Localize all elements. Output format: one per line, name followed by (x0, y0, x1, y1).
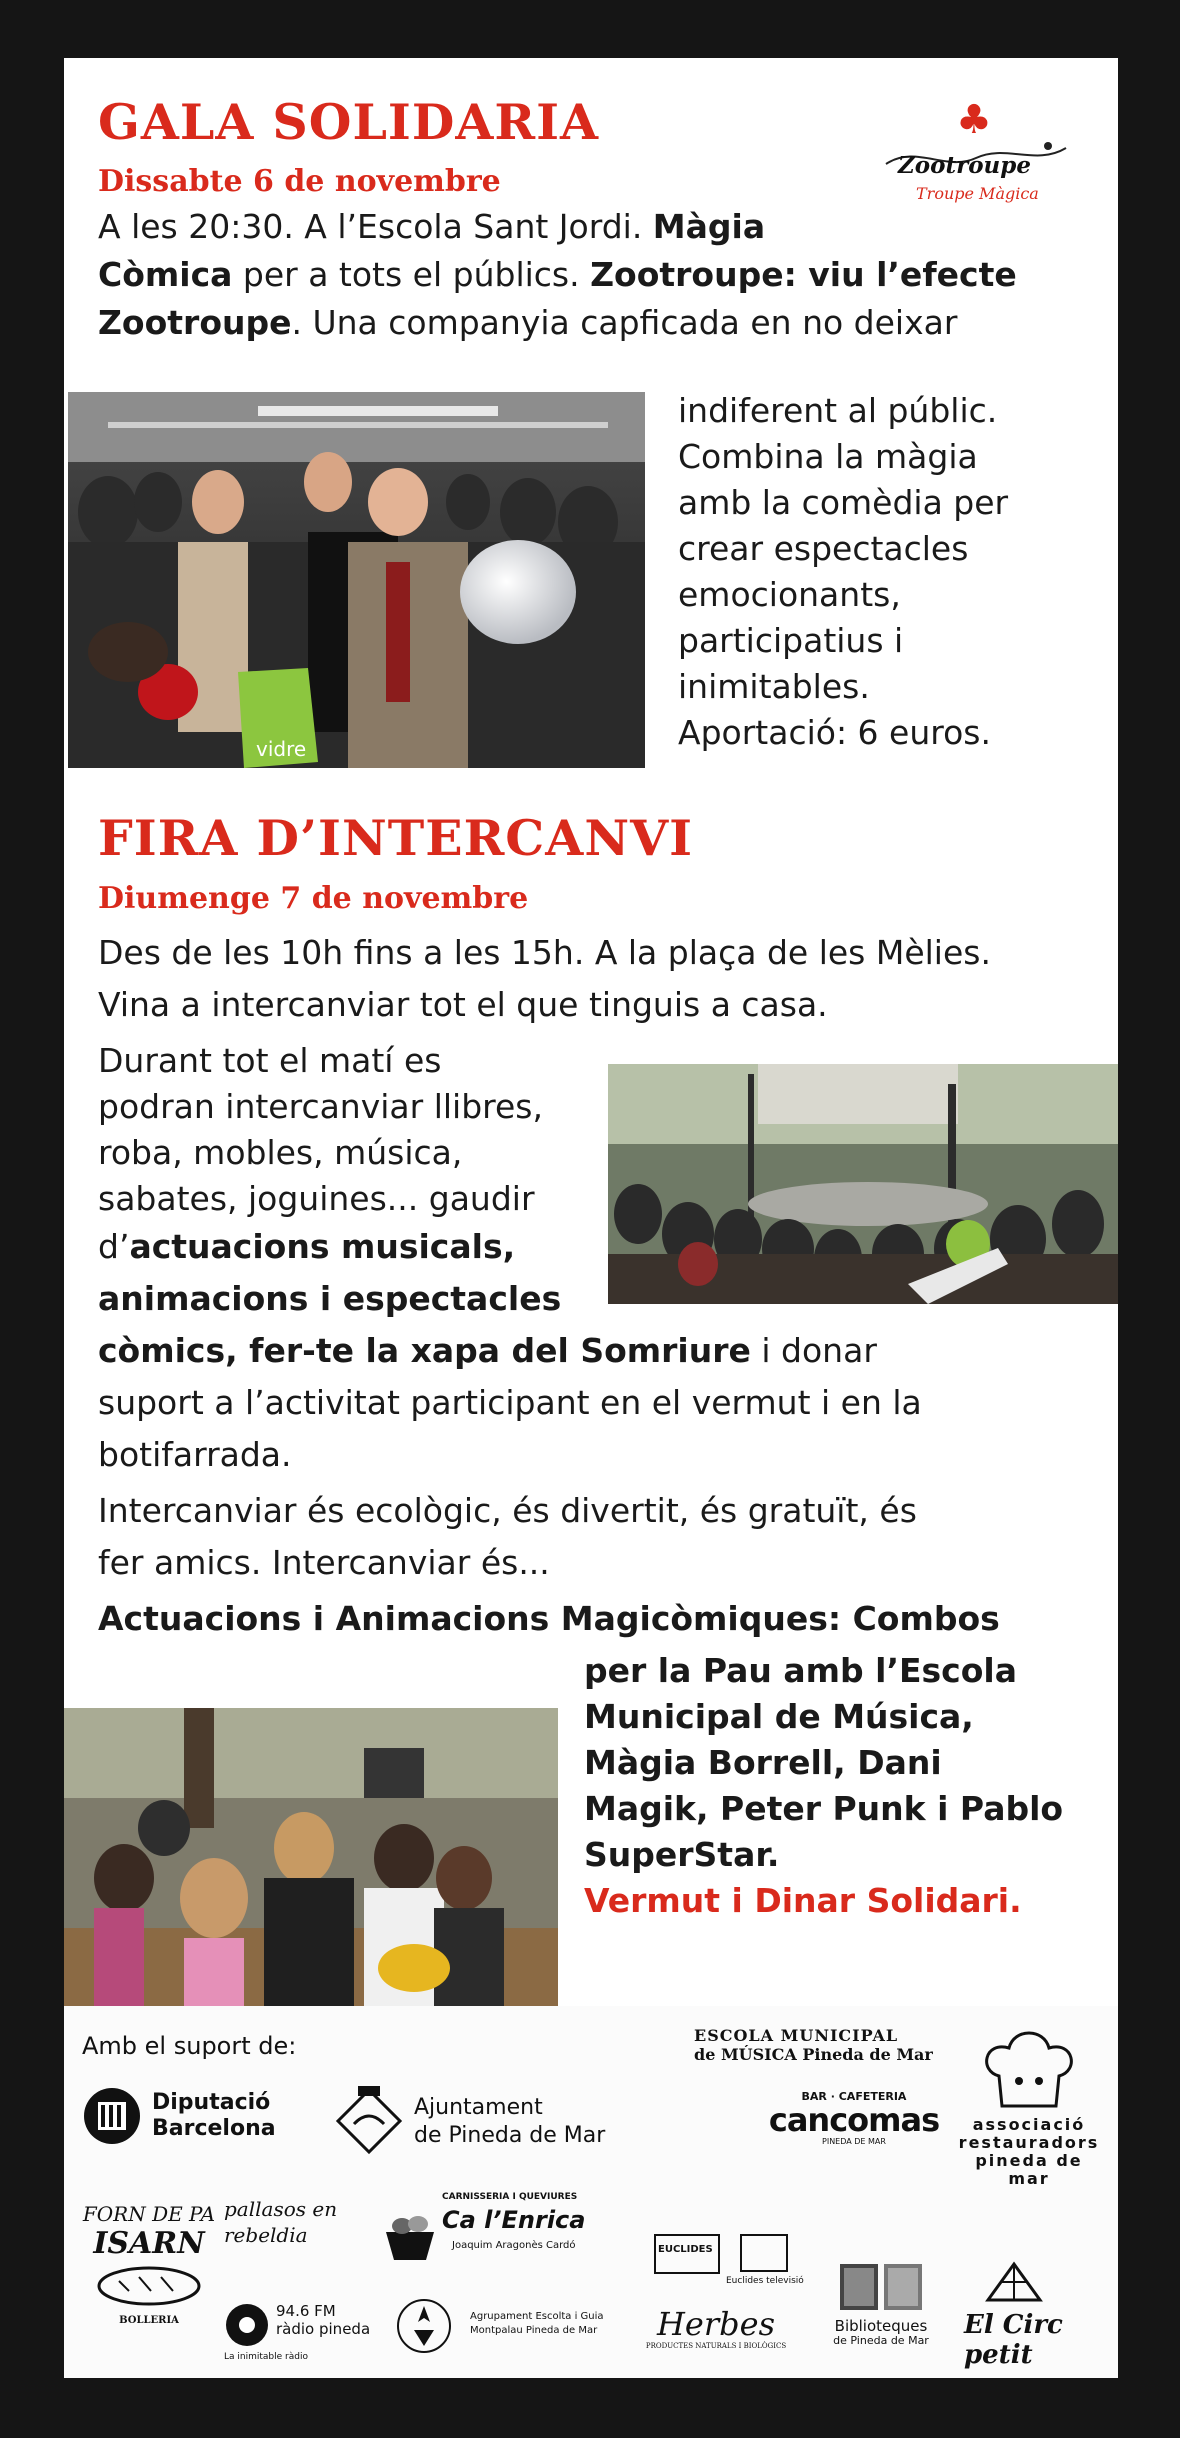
books-icon (836, 2258, 926, 2314)
radio-icon (224, 2302, 270, 2348)
enrica-top: CARNISSERIA I QUEVIURES (442, 2192, 578, 2202)
circ-name: El Circ petit (964, 2310, 1063, 2370)
fira-act-line: Màgia Borrell, Dani (584, 1743, 942, 1782)
fira-act-line: SuperStar. (584, 1835, 780, 1874)
pallasos-logo (224, 2196, 374, 2266)
gala-side-line: amb la comèdia per (678, 483, 1009, 522)
sponsors-section (0, 2006, 1180, 2378)
enrica-sub: Joaquim Aragonès Cardó (452, 2240, 576, 2251)
diputacio-logo (82, 2086, 332, 2156)
escola-name-2: de MÚSICA Pineda de Mar (694, 2045, 933, 2064)
gala-side-line: Aportació: 6 euros. (678, 713, 991, 752)
gala-side-line: emocionants, (678, 575, 901, 614)
gala-side-line: inimitables. (678, 667, 870, 706)
gala-side-line: Combina la màgia (678, 437, 978, 476)
scout-emblem-icon (394, 2296, 454, 2356)
herbes-logo (626, 2306, 806, 2366)
fira-bold-c-text: còmics, fer-te la xapa del Somriure (98, 1331, 751, 1370)
fira-actuacions (98, 1596, 1000, 1642)
radio-name-2: ràdio pineda (276, 2320, 371, 2338)
fira-date: Diumenge 7 de novembre (98, 881, 529, 916)
diputacio-name-1: Diputació (152, 2090, 271, 2115)
gala-line-1-text: A les 20:30. A l’Escola Sant Jordi. (98, 207, 653, 246)
cancomas-name: cancomas (768, 2101, 940, 2139)
enrica-logo (382, 2192, 662, 2272)
fira-botifarrada: botifarrada. (98, 1435, 292, 1474)
gala-side-line: participatius i (678, 621, 904, 660)
ajuntament-crest-icon (334, 2086, 404, 2156)
biblio-name-1: Biblioteques (834, 2317, 928, 2335)
gala-side-text (678, 388, 1008, 756)
gala-line-2-bold-c: Zootroupe: viu l’efecte (590, 255, 1017, 294)
gala-line-3-text: . Una companyia capficada en no deixar (291, 303, 958, 342)
ajuntament-logo (334, 2066, 634, 2166)
enrica-name: Ca l’Enrica (442, 2206, 586, 2234)
chef-hat-icon (974, 2026, 1084, 2116)
gala-line-2 (98, 252, 1017, 298)
fira-eco-1: Intercanviar és ecològic, és divertit, és gratuït, és (98, 1491, 917, 1530)
escola-musica-logo (694, 2026, 944, 2086)
pallasos-name-1: pallasos en (224, 2197, 338, 2221)
bread-icon (89, 2261, 209, 2311)
radio-name-1: 94.6 FM (276, 2302, 336, 2320)
fira-title: FIRA D’INTERCANVI (98, 809, 694, 867)
tv-icon (740, 2234, 788, 2272)
cancomas-top: BAR · CAFETERIA (801, 2090, 907, 2103)
vermut-line: Vermut i Dinar Solidari. (584, 1881, 1022, 1920)
fira-bold-a (98, 1224, 515, 1270)
escolta-name-2: Montpalau Pineda de Mar (470, 2325, 598, 2336)
zootroupe-logo-sub: Troupe Màgica (916, 184, 1039, 203)
pallasos-name-2: rebeldia (224, 2223, 308, 2247)
radio-pineda-logo (224, 2302, 394, 2372)
fira-side-line: podran intercanviar llibres, (98, 1087, 543, 1126)
herbes-name: Herbes (657, 2305, 775, 2343)
circus-tent-icon (984, 2260, 1044, 2310)
radio-name-3: La inimitable ràdio (224, 2352, 308, 2362)
fira-after-c: i donar (750, 1331, 877, 1370)
cancomas-logo (754, 2090, 954, 2160)
fira-actuacions-bold: Actuacions i Animacions Magicòmiques (98, 1599, 828, 1638)
fira-photo (608, 1064, 1118, 1304)
fira-side-line: roba, mobles, música, (98, 1133, 463, 1172)
forn-name-1: FORN DE PA (82, 2202, 216, 2226)
fira-line-1: Des de les 10h fins a les 15h. A la plaça de les Mèlies. (98, 933, 991, 972)
fira-act-line: Municipal de Música, (584, 1697, 974, 1736)
zootroupe-logo (876, 96, 1076, 216)
fira-bold-c (98, 1328, 877, 1374)
euclides-tv: Euclides televisió (726, 2276, 804, 2286)
restauradors-name-1: associació (972, 2115, 1086, 2134)
forn-name-3: BOLLERIA (119, 2315, 179, 2326)
ajuntament-name-1: Ajuntament (414, 2095, 543, 2120)
cancomas-sub: PINEDA DE MAR (822, 2137, 886, 2146)
gala-photo (68, 392, 645, 768)
gala-side-line: indiferent al públic. (678, 391, 998, 430)
herbes-sub: PRODUCTES NATURALS I BIOLÒGICS (645, 2342, 787, 2350)
flyer-page (64, 58, 1118, 2062)
fira-side-line: sabates, joguines... gaudir (98, 1179, 535, 1218)
escola-name-1: ESCOLA MUNICIPAL (694, 2026, 899, 2045)
gala-line-1-bold: Màgia (652, 207, 766, 246)
biblioteques-logo (816, 2258, 946, 2368)
bag-label: vidre (256, 737, 307, 761)
fira-act-line: Magik, Peter Punk i Pablo (584, 1789, 1064, 1828)
restauradors-name-3: pineda de mar (975, 2151, 1083, 2188)
diputacio-name-2: Barcelona (152, 2116, 276, 2141)
restauradors-name-2: restauradors (958, 2133, 1100, 2152)
euclides-logo (654, 2234, 824, 2294)
fira-bold-b-text: animacions i espectacles (98, 1279, 562, 1318)
gala-date: Dissabte 6 de novembre (98, 164, 501, 199)
fira-bold-b (98, 1276, 561, 1322)
gala-line-1 (98, 204, 765, 250)
sponsors-box (64, 2006, 1118, 2378)
forn-name-2: ISARN (93, 2226, 205, 2261)
fira-side-text (98, 1038, 543, 1222)
euclides-name: EUCLIDES (658, 2244, 713, 2255)
basket-icon (382, 2212, 438, 2262)
circ-logo (964, 2260, 1104, 2370)
fira-bold-a-text: actuacions musicals, (129, 1227, 516, 1266)
fira-act-side (584, 1648, 1063, 1924)
gala-line-2-bold-a: Còmica (98, 255, 233, 294)
bottom-border (0, 2384, 1180, 2438)
fira-eco-2: fer amics. Intercanviar és... (98, 1543, 550, 1582)
zootroupe-logo-name: Zootroupe (898, 152, 1031, 179)
sponsors-label: Amb el suport de: (82, 2032, 297, 2060)
biblio-name-2: de Pineda de Mar (833, 2334, 929, 2347)
escolta-name-1: Agrupament Escolta i Guia (470, 2311, 604, 2322)
forn-isarn-logo (74, 2202, 224, 2362)
gala-side-line: crear espectacles (678, 529, 969, 568)
fira-bold-a-prefix: d’ (98, 1227, 130, 1266)
fira-act-line: per la Pau amb l’Escola (584, 1651, 1017, 1690)
gala-line-3-bold: Zootroupe (98, 303, 292, 342)
gala-line-3 (98, 300, 957, 346)
club-suit-icon: ♣ (956, 97, 992, 143)
fira-support: suport a l’activitat participant en el vermut i en la (98, 1383, 922, 1422)
ajuntament-name-2: de Pineda de Mar (414, 2123, 606, 2148)
fira-actuacions-bold-b: : Combos (827, 1599, 1000, 1638)
fira-side-line: Durant tot el matí es (98, 1041, 442, 1080)
gala-line-2-text: per a tots el públics. (232, 255, 591, 294)
gala-title: GALA SOLIDARIA (98, 93, 600, 151)
restauradors-logo (954, 2026, 1104, 2188)
kids-photo (64, 1708, 558, 2044)
fira-line-2: Vina a intercanviar tot el que tinguis a casa. (98, 985, 828, 1024)
diputacio-shield-icon (82, 2086, 142, 2146)
